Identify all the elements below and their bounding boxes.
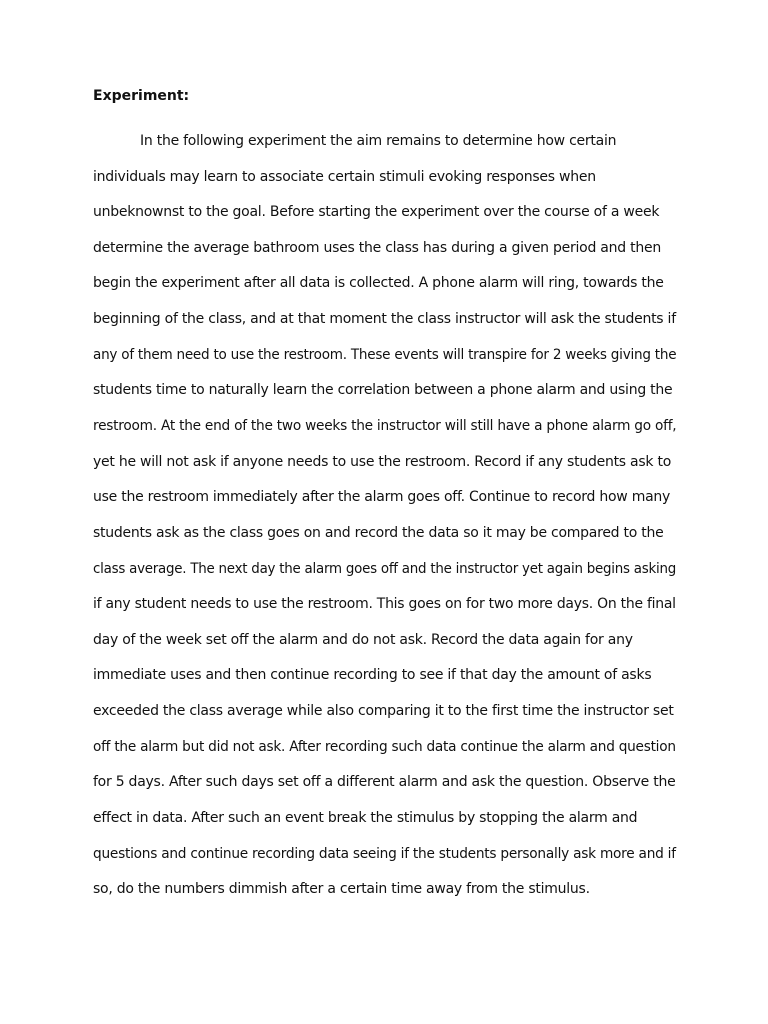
paragraph-line: individuals may learn to associate certain stimuli evoking responses when (93, 169, 596, 185)
paragraph-line: beginning of the class, and at that moment the class instructor will ask the students if (93, 311, 676, 327)
paragraph-line: determine the average bathroom uses the class has during a given period and then (93, 240, 661, 256)
paragraph-line: exceeded the class average while also comparing it to the first time the instructor set (93, 703, 674, 719)
paragraph-line: unbeknownst to the goal. Before starting the experiment over the course of a week (93, 204, 660, 220)
paragraph-line: restroom. At the end of the two weeks the instructor will still have a phone alarm go off, (93, 418, 677, 434)
paragraph-line: immediate uses and then continue recording to see if that day the amount of asks (93, 667, 652, 683)
document-heading: Experiment: (93, 88, 190, 104)
paragraph-line: yet he will not ask if anyone needs to use the restroom. Record if any students ask to (93, 454, 672, 470)
paragraph-line: for 5 days. After such days set off a different alarm and ask the question. Observe the (93, 774, 676, 790)
paragraph-line: use the restroom immediately after the alarm goes off. Continue to record how many (93, 489, 671, 505)
paragraph-line: students ask as the class goes on and record the data so it may be compared to the (93, 525, 664, 541)
paragraph-line: questions and continue recording data seeing if the students personally ask more and if (93, 846, 676, 862)
paragraph-line: class average. The next day the alarm goes off and the instructor yet again begins asking (93, 561, 677, 577)
paragraph-line: off the alarm but did not ask. After recording such data continue the alarm and question (93, 739, 676, 755)
paragraph-line: effect in data. After such an event break the stimulus by stopping the alarm and (93, 810, 638, 826)
paragraph-line: In the following experiment the aim remains to determine how certain (140, 133, 617, 149)
paragraph-line: day of the week set off the alarm and do not ask. Record the data again for any (93, 632, 633, 648)
paragraph-line: so, do the numbers dimmish after a certain time away from the stimulus. (93, 881, 590, 897)
paragraph-line: any of them need to use the restroom. These events will transpire for 2 weeks giving the (93, 347, 677, 363)
paragraph-line: begin the experiment after all data is collected. A phone alarm will ring, towards the (93, 275, 664, 291)
paragraph-line: if any student needs to use the restroom. This goes on for two more days. On the final (93, 596, 676, 612)
paragraph-line: students time to naturally learn the correlation between a phone alarm and using the (93, 382, 673, 398)
